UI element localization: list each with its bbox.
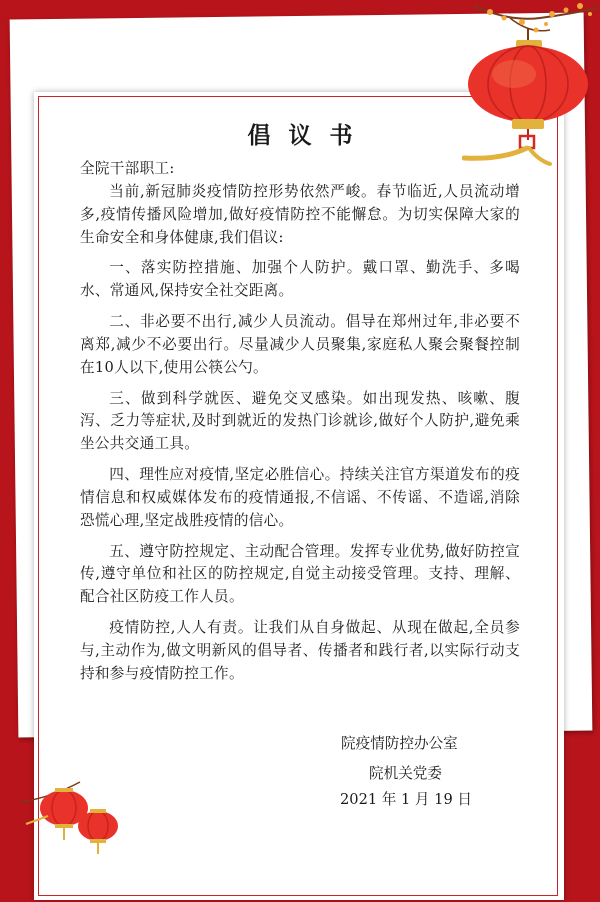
paragraph-item-5: 五、遵守防控规定、主动配合管理。发挥专业优势,做好防控宣传,遵守单位和社区的防控规定,自觉主动接受管理。支持、理解、配合社区防疫工作人员。 <box>80 542 520 606</box>
paragraph-intro: 当前,新冠肺炎疫情防控形势依然严峻。春节临近,人员流动增多,疫情传播风险增加,做好疫情防控不能懈怠。为切实保障大家的生命安全和身体健康,我们倡议: <box>80 182 520 246</box>
paragraph-item-4: 四、理性应对疫情,坚定必胜信心。持续关注官方渠道发布的疫情信息和权威媒体发布的疫情通报,不信谣、不传谣、不造谣,消除恐慌心理,坚定战胜疫情的信心。 <box>80 466 520 529</box>
letter-body <box>80 158 520 694</box>
paragraph-item-2: 二、非必要不出行,减少人员流动。倡导在郑州过年,非必要不离郑,减少不必要出行。尽量减少人员聚集,家庭私人聚会聚餐控制在10人以下,使用公筷公勺。 <box>80 313 520 376</box>
lanterns-bottom-left-icon <box>20 778 130 858</box>
paragraph-closing: 疫情防控,人人有责。让我们从自身做起、从现在做起,全员参与,主动作为,做文明新风的倡导者、传播者和践行者,以实际行动支持和参与疫情防控工作。 <box>80 619 520 682</box>
signature-office: 院疫情防控办公室 <box>341 735 458 752</box>
paragraph-item-3: 三、做到科学就医、避免交叉感染。如出现发热、咳嗽、腹泻、乏力等症状,及时到就近的发热门诊就诊,做好个人防护,避免乘坐公共交通工具。 <box>80 389 520 453</box>
signature-date: 2021 年 1 月 19 日 <box>340 791 472 808</box>
paragraph-item-1: 一、落实防控措施、加强个人防护。戴口罩、勤洗手、多喝水、常通风,保持安全社交距离。 <box>80 259 520 300</box>
document-title: 倡议书 <box>247 122 371 149</box>
signature-party-committee: 院机关党委 <box>369 765 442 782</box>
greeting: 全院干部职工: <box>80 160 175 177</box>
